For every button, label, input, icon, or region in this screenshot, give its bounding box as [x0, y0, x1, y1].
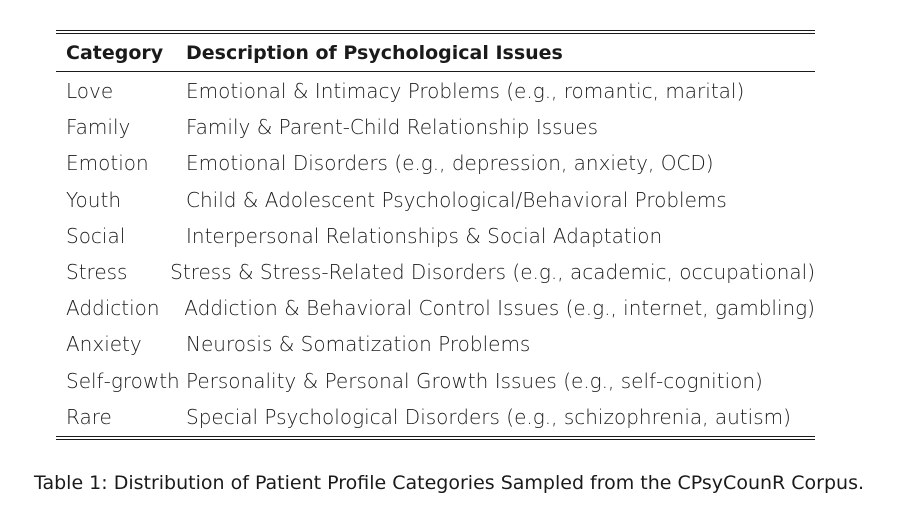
- header-category: Category: [66, 41, 164, 64]
- description-cell: Family & Parent-Child Relationship Issues: [186, 115, 598, 140]
- description-cell: Addiction & Behavioral Control Issues (e.g., internet, gambling): [184, 296, 815, 321]
- table-row: [56, 399, 815, 435]
- description-cell: Personality & Personal Growth Issues (e.g., self-cognition): [186, 368, 763, 393]
- description-cell: Child & Adolescent Psychological/Behavioral Problems: [186, 187, 727, 212]
- table-row: [56, 326, 815, 362]
- table-row: [56, 363, 815, 399]
- description-cell: Special Psychological Disorders (e.g., schizophrenia, autism): [186, 404, 791, 429]
- table-bottom-rule: [56, 436, 815, 440]
- description-cell: Stress & Stress-Related Disorders (e.g., academic, occupational): [170, 260, 815, 285]
- category-cell: Love: [66, 79, 114, 104]
- category-cell: Stress: [66, 260, 128, 285]
- table-row: [56, 254, 815, 290]
- description-cell: Interpersonal Relationships & Social Adaptation: [186, 223, 663, 248]
- table-header-row: [56, 34, 815, 71]
- category-cell: Youth: [66, 187, 121, 212]
- description-cell: Emotional & Intimacy Problems (e.g., romantic, marital): [186, 79, 745, 104]
- category-cell: Addiction: [66, 296, 160, 321]
- category-cell: Family: [66, 115, 131, 140]
- table-caption: Table 1: Distribution of Patient Profile Categories Sampled from the CPsyCounR Corpus.: [34, 472, 865, 494]
- table-row: [56, 182, 815, 218]
- category-cell: Self-growth: [66, 368, 180, 393]
- category-cell: Social: [66, 223, 126, 248]
- table-body: [56, 72, 815, 436]
- category-cell: Emotion: [66, 151, 149, 176]
- table-row: [56, 145, 815, 181]
- header-description: Description of Psychological Issues: [186, 41, 563, 64]
- description-cell: Emotional Disorders (e.g., depression, anxiety, OCD): [186, 151, 714, 176]
- profile-categories-table: [56, 30, 815, 440]
- table-row: [56, 218, 815, 254]
- category-cell: Anxiety: [66, 332, 142, 357]
- category-cell: Rare: [66, 404, 112, 429]
- table-row: [56, 290, 815, 326]
- table-row: [56, 109, 815, 145]
- table-row: [56, 73, 815, 109]
- description-cell: Neurosis & Somatization Problems: [186, 332, 531, 357]
